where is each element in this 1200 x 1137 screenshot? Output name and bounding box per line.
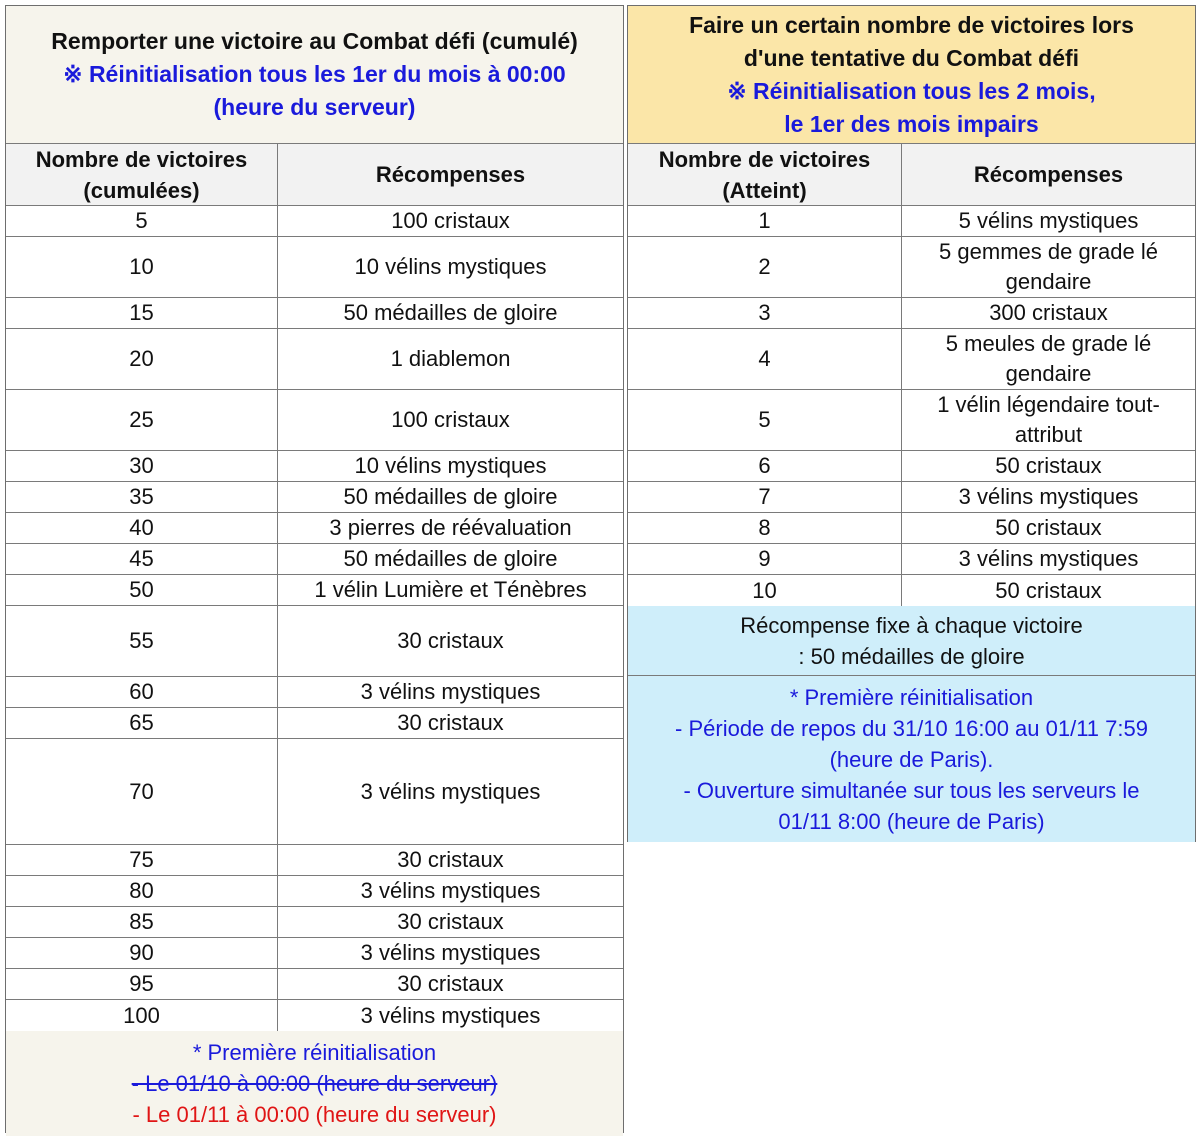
table-row [6,938,623,969]
wins-cell: 60 [6,677,278,707]
wins-cell: 75 [6,845,278,875]
reward-line1: 300 cristaux [989,300,1108,325]
wins-cell: 20 [6,329,278,389]
table-row [6,677,623,708]
reward-cell [902,237,1195,297]
wins-cell: 15 [6,298,278,328]
reward-cell: 30 cristaux [397,710,504,735]
table-row [6,298,623,329]
table-row [628,513,1195,544]
reward-line1: 5 meules de grade lé [945,331,1152,356]
reward-cell [902,390,1195,450]
right-col-wins-line1: Nombre de victoires [658,146,871,172]
wins-cell: 25 [6,390,278,450]
table-row [6,739,623,845]
table-row [6,969,623,1000]
reward-cell [902,482,1195,512]
wins-cell: 65 [6,708,278,738]
table-row [6,482,623,513]
table-row [628,206,1195,237]
wins-cell: 7 [628,482,902,512]
reward-cell: 50 médailles de gloire [343,546,558,571]
reward-line1: 50 cristaux [995,515,1102,540]
right-col-wins-line2: (Atteint) [722,177,807,203]
right-fixed-reward [628,606,1195,676]
reward-cell: 3 vélins mystiques [360,679,541,704]
reward-cell: 100 cristaux [391,208,510,233]
left-note [6,1031,623,1136]
right-note-heading: * Première réinitialisation [789,684,1034,710]
wins-cell: 1 [628,206,902,236]
wins-cell: 55 [6,606,278,676]
wins-cell: 30 [6,451,278,481]
wins-cell: 4 [628,329,902,389]
reward-cell: 1 diablemon [390,346,511,371]
right-note-line3: - Ouverture simultanée sur tous les serveurs le [683,777,1140,803]
right-note [628,676,1195,842]
right-col-rewards: Récompenses [902,144,1195,205]
reward-line1: 1 vélin légendaire tout- [937,392,1160,417]
left-note-old-date: - Le 01/10 à 00:00 (heure du serveur) [131,1071,498,1096]
fixed-reward-line1: Récompense fixe à chaque victoire [740,612,1083,638]
table-row [6,329,623,390]
table-row [628,451,1195,482]
left-note-new-date: - Le 01/11 à 00:00 (heure du serveur) [132,1102,497,1127]
reward-cell: 50 médailles de gloire [343,484,558,509]
wins-cell: 100 [6,1000,278,1031]
wins-cell: 40 [6,513,278,543]
wins-cell: 3 [628,298,902,328]
wins-cell: 70 [6,739,278,844]
reward-cell: 30 cristaux [397,628,504,653]
left-title-text: Remporter une victoire au Combat défi (cumulé) [51,28,578,54]
wins-cell: 8 [628,513,902,543]
reward-line1: 3 vélins mystiques [958,484,1139,509]
single-attempt-wins-table [627,5,1196,842]
reward-cell: 100 cristaux [391,407,510,432]
right-reset-line2: le 1er des mois impairs [784,110,1039,137]
left-col-rewards: Récompenses [278,144,623,205]
table-row [6,708,623,739]
table-row [6,575,623,606]
reward-cell: 1 vélin Lumière et Ténèbres [314,577,587,602]
reward-cell [902,451,1195,481]
reward-cell [902,513,1195,543]
table-row [628,482,1195,513]
reward-cell: 10 vélins mystiques [354,254,547,279]
wins-cell: 45 [6,544,278,574]
reward-line1: 50 cristaux [995,453,1102,478]
wins-cell: 35 [6,482,278,512]
table-row [628,237,1195,298]
right-title-line1: Faire un certain nombre de victoires lors [689,11,1134,38]
cumulative-wins-table [5,5,624,1133]
left-table-title [6,6,623,144]
wins-cell: 9 [628,544,902,574]
table-row [6,451,623,482]
reward-cell: 3 vélins mystiques [360,778,541,804]
reward-cell: 3 pierres de réévaluation [329,515,572,540]
wins-cell: 6 [628,451,902,481]
wins-cell: 10 [6,237,278,297]
reward-line1: 50 cristaux [995,577,1102,603]
left-header-row [6,144,623,206]
reward-line2: gendaire [1005,269,1092,294]
reward-cell: 30 cristaux [397,909,504,934]
table-row [6,1000,623,1031]
right-note-line1: - Période de repos du 31/10 16:00 au 01/11 7:59 [675,715,1148,741]
wins-cell: 95 [6,969,278,999]
reward-cell: 30 cristaux [397,971,504,996]
table-row [6,390,623,451]
table-row [6,907,623,938]
reward-cell [902,329,1195,389]
reward-line1: 3 vélins mystiques [958,546,1139,571]
left-note-heading: * Première réinitialisation [192,1040,437,1065]
table-row [6,606,623,677]
wins-cell: 5 [628,390,902,450]
reward-cell: 50 médailles de gloire [343,300,558,325]
reward-cell: 3 vélins mystiques [360,1002,541,1028]
table-row [6,237,623,298]
reward-cell [902,298,1195,328]
reward-cell: 3 vélins mystiques [360,878,541,903]
reward-cell: 3 vélins mystiques [360,940,541,965]
wins-cell: 5 [6,206,278,236]
table-row [6,513,623,544]
right-note-line4: 01/11 8:00 (heure de Paris) [778,808,1045,834]
wins-cell: 85 [6,907,278,937]
wins-cell: 50 [6,575,278,605]
reward-cell: 30 cristaux [397,847,504,872]
right-title-line2: d'une tentative du Combat défi [743,44,1080,71]
table-row [6,845,623,876]
table-row [6,206,623,237]
right-reset-line1: ※ Réinitialisation tous les 2 mois, [727,77,1096,104]
reward-cell [902,575,1195,606]
reward-line1: 5 gemmes de grade lé [939,239,1158,264]
table-row [628,575,1195,606]
reward-cell [902,544,1195,574]
fixed-reward-line2: : 50 médailles de gloire [798,643,1025,669]
table-row [628,329,1195,390]
table-row [628,390,1195,451]
wins-cell: 90 [6,938,278,968]
table-row [6,544,623,575]
wins-cell: 80 [6,876,278,906]
reward-cell [902,206,1195,236]
reward-line2: attribut [1014,422,1083,447]
left-col-wins-line1: Nombre de victoires [35,146,248,172]
left-col-wins-line2: (cumulées) [83,177,200,203]
reward-line2: gendaire [1005,361,1092,386]
reward-cell: 10 vélins mystiques [354,453,547,478]
left-reset-line2: (heure du serveur) [213,94,416,120]
wins-cell: 10 [628,575,902,606]
right-note-line2: (heure de Paris). [829,746,994,772]
wins-cell: 2 [628,237,902,297]
table-row [628,298,1195,329]
left-reset-line1: ※ Réinitialisation tous les 1er du mois à 00:00 [63,61,566,87]
right-table-title [628,6,1195,144]
reward-line1: 5 vélins mystiques [958,208,1139,233]
table-row [6,876,623,907]
table-row [628,544,1195,575]
right-header-row [628,144,1195,206]
